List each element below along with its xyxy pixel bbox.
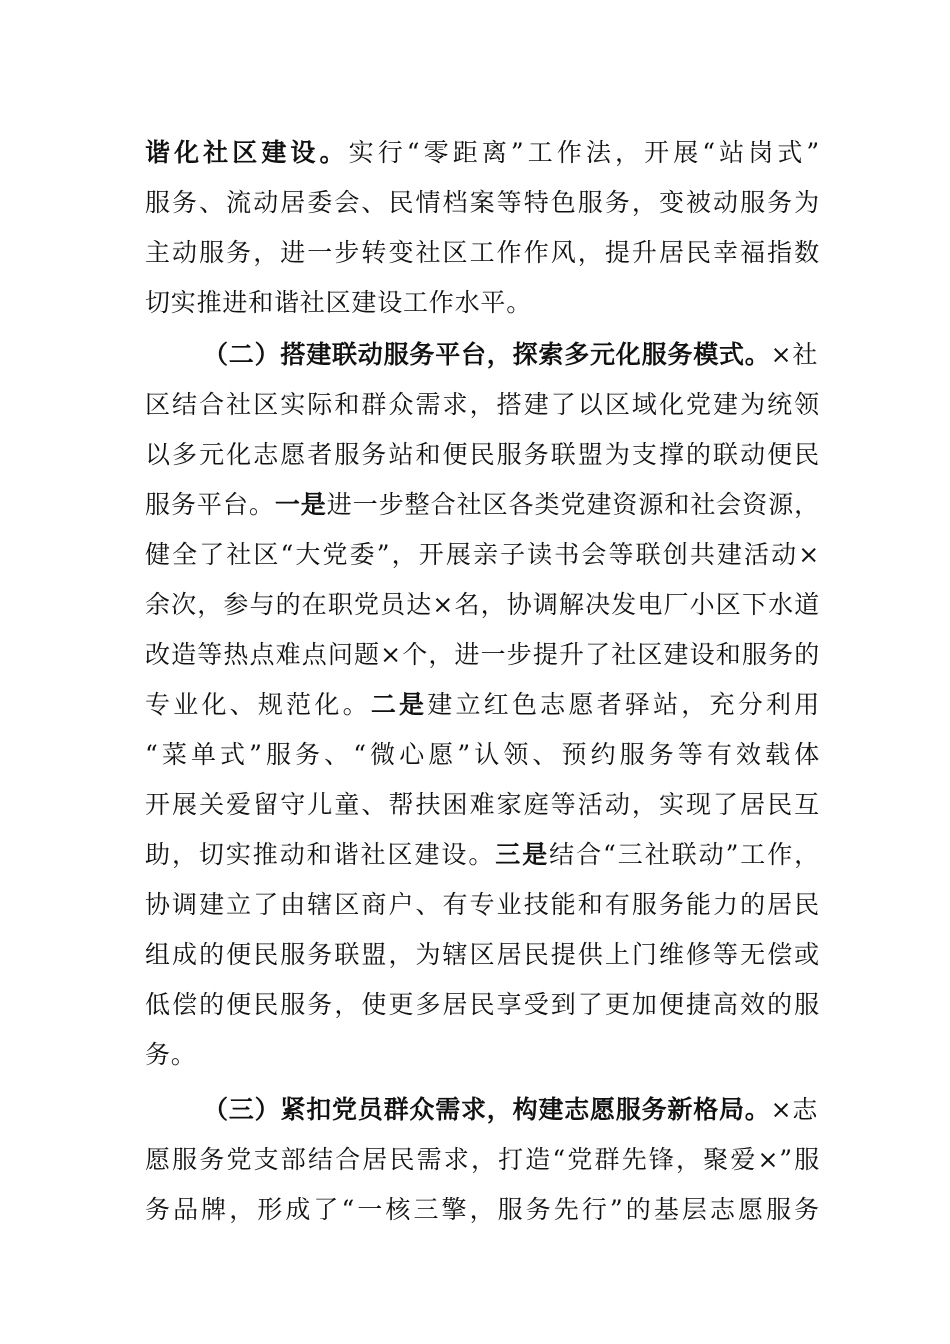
text-line <box>145 785 820 825</box>
text-run: ×志 <box>770 1095 819 1124</box>
text-line <box>145 1140 820 1180</box>
text-line <box>145 385 820 425</box>
text-run: 愿服务党支部结合居民需求，打造“党群先锋，聚爱×”服 <box>145 1145 820 1174</box>
bold-run: （三）紧扣党员群众需求，构建志愿服务新格局。 <box>203 1095 771 1124</box>
text-run: 改造等热点难点问题×个，进一步提升了社区建设和服务的 <box>145 640 820 669</box>
text-run: 专业化、规范化。 <box>145 690 371 719</box>
text-line <box>145 435 820 475</box>
text-line <box>145 183 820 223</box>
text-run: 协调建立了由辖区商户、有专业技能和有服务能力的居民 <box>145 890 820 919</box>
bold-run: 一是 <box>274 490 327 519</box>
text-line <box>145 233 820 273</box>
text-line <box>145 485 820 525</box>
text-run: “菜单式”服务、“微心愿”认领、预约服务等有效载体 <box>145 740 820 769</box>
text-line <box>145 1035 820 1075</box>
bold-run: 三是 <box>495 840 550 869</box>
text-run: 实行“零距离”工作法，开展“站岗式” <box>348 138 820 167</box>
text-line <box>145 283 820 323</box>
text-line <box>145 735 820 775</box>
text-run: 区结合社区实际和群众需求，搭建了以区域化党建为统领 <box>145 390 820 419</box>
text-line <box>145 685 820 725</box>
bold-run: 二是 <box>370 690 428 719</box>
text-run: 以多元化志愿者服务站和便民服务联盟为支撑的联动便民 <box>145 440 820 469</box>
text-run: 组成的便民服务联盟，为辖区居民提供上门维修等无偿或 <box>145 940 820 969</box>
bold-run: 谐化社区建设。 <box>145 138 349 167</box>
text-run: 务。 <box>145 1040 197 1069</box>
text-line <box>145 635 820 675</box>
text-run: 服务、流动居委会、民情档案等特色服务，变被动服务为 <box>145 188 820 217</box>
text-run: 建立红色志愿者驿站，充分利用 <box>427 690 820 719</box>
text-run: 助，切实推动和谐社区建设。 <box>145 840 496 869</box>
text-line <box>203 1090 820 1130</box>
text-line <box>145 585 820 625</box>
text-run: 开展关爱留守儿童、帮扶困难家庭等活动，实现了居民互 <box>145 790 820 819</box>
text-run: ×社 <box>770 340 819 369</box>
text-line <box>145 885 820 925</box>
text-line <box>145 1190 820 1230</box>
text-run: 主动服务，进一步转变社区工作作风，提升居民幸福指数 <box>145 238 820 267</box>
text-run: 结合“三社联动”工作， <box>549 840 820 869</box>
text-run: 低偿的便民服务，使更多居民享受到了更加便捷高效的服 <box>145 990 820 1019</box>
text-run: 健全了社区“大党委”，开展亲子读书会等联创共建活动× <box>145 540 820 569</box>
text-run: 进一步整合社区各类党建资源和社会资源， <box>326 490 820 519</box>
text-line <box>145 835 820 875</box>
text-line <box>203 335 820 375</box>
text-run: 切实推进和谐社区建设工作水平。 <box>145 288 533 317</box>
bold-run: （二）搭建联动服务平台，探索多元化服务模式。 <box>203 340 771 369</box>
text-run: 服务平台。 <box>145 490 275 519</box>
text-line <box>145 935 820 975</box>
text-line <box>145 535 820 575</box>
text-run: 余次，参与的在职党员达×名，协调解决发电厂小区下水道 <box>145 590 820 619</box>
text-line <box>145 985 820 1025</box>
text-run: 务品牌，形成了“一核三擎，服务先行”的基层志愿服务 <box>145 1195 820 1224</box>
text-line <box>145 133 820 173</box>
